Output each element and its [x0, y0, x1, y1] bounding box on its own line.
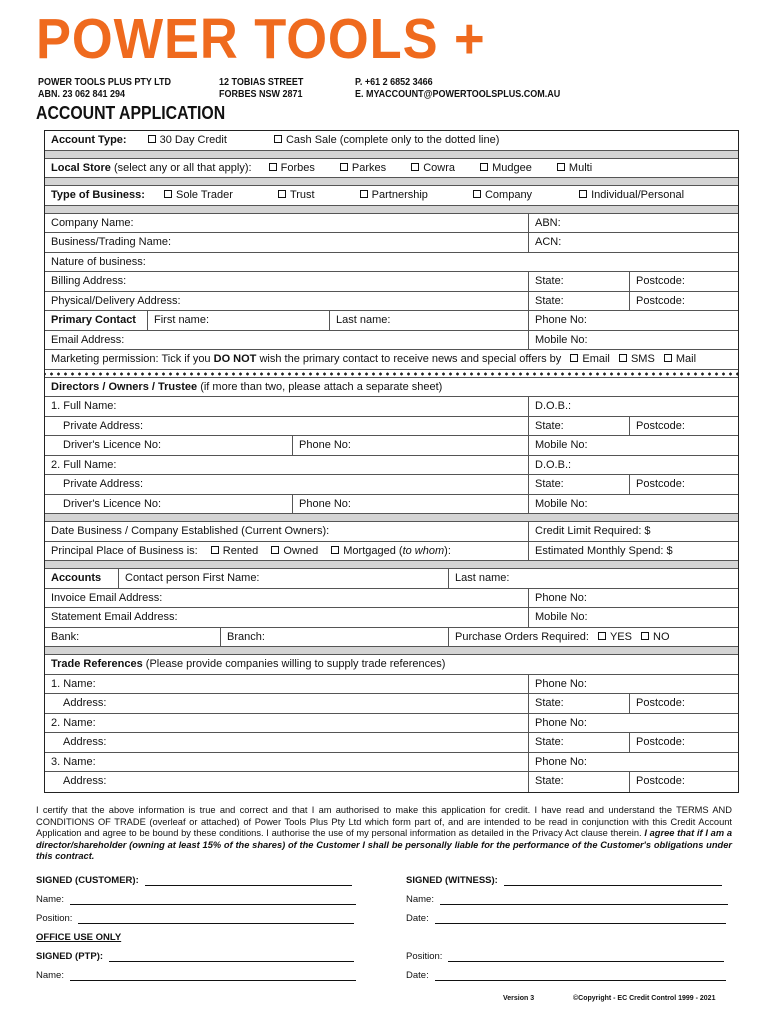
email-row: [45, 331, 738, 351]
office-use-heading: OFFICE USE ONLY: [36, 932, 122, 943]
directors-heading: Directors / Owners / Trustee: [51, 380, 198, 393]
principal-place-row: [45, 542, 738, 562]
checkbox-icon[interactable]: [269, 163, 277, 171]
ptp-date-line[interactable]: Date:: [406, 970, 726, 981]
account-type-row: [45, 131, 738, 151]
account-type-option-credit[interactable]: 30 Day Credit: [148, 131, 227, 149]
checkbox-icon[interactable]: [619, 354, 627, 362]
email-address-field[interactable]: Email Address:: [51, 333, 125, 346]
trade-refs-heading-row: Trade References (Please provide companies willing to supply trade references): [45, 655, 738, 675]
director-1-licence-field[interactable]: Driver's Licence No:: [63, 439, 162, 451]
director-1-phone-field[interactable]: Phone No:: [292, 436, 528, 455]
store-option-mudgee[interactable]: Mudgee: [480, 159, 532, 177]
copyright-label: ©Copyright - EC Credit Control 1999 - 2021: [573, 995, 716, 1002]
physical-postcode-field[interactable]: Postcode:: [629, 292, 738, 311]
page-title: ACCOUNT APPLICATION: [36, 103, 226, 123]
checkbox-icon[interactable]: [271, 546, 279, 554]
business-option-partnership[interactable]: Partnership: [360, 186, 428, 204]
director-1-address-field[interactable]: Private Address:: [63, 419, 144, 432]
company-name-field[interactable]: Company Name:: [51, 216, 134, 229]
version-label: Version 3: [503, 995, 535, 1002]
trade-ref-2-name-row: [45, 714, 738, 734]
checkbox-icon[interactable]: [340, 163, 348, 171]
primary-contact-row: [45, 311, 738, 331]
business-type-label: Type of Business:: [51, 189, 145, 201]
application-form: [44, 130, 739, 793]
director-2-phone-field[interactable]: Phone No:: [292, 495, 528, 514]
accounts-heading: Accounts: [51, 572, 102, 584]
customer-name-line[interactable]: Name:: [36, 894, 356, 905]
section-divider: [45, 514, 738, 522]
trading-name-field[interactable]: Business/Trading Name:: [51, 236, 172, 248]
acn-field[interactable]: ACN:: [528, 233, 738, 252]
credit-limit-field[interactable]: Credit Limit Required: $: [528, 522, 738, 541]
account-type-option-cash[interactable]: Cash Sale (complete only to the dotted line): [274, 131, 499, 149]
po-option-no[interactable]: NO: [641, 628, 670, 646]
director-1-address-row: [45, 417, 738, 437]
checkbox-icon[interactable]: [473, 190, 481, 198]
billing-address-field[interactable]: Billing Address:: [51, 275, 127, 287]
checkbox-icon[interactable]: [148, 135, 156, 143]
legal-declaration: I certify that the above information is true and correct and that I am authorised to make this application for credit. I have read and understand the TERMS AND CONDITIONS OF TRADE (overleaf or attached) of Power Tools Plus Pty Ltd which form part of, and are intended to be read in conjunction with this Credit Account Application and agree to be bound by these conditions. I authorise the use of my personal information as detailed in the Privacy Act clause therein. I agree that if I am a director/shareholder (owning at least 15% of the shares) of the Customer I shall be personally liable for the performance of the Customer's obligations under this contract.: [36, 805, 732, 862]
first-name-field[interactable]: First name:: [147, 311, 329, 330]
ptp-position-line[interactable]: Position:: [406, 951, 724, 962]
store-option-cowra[interactable]: Cowra: [411, 159, 455, 177]
contact-phone-field[interactable]: Phone No:: [528, 311, 738, 330]
trade-ref-3-phone-field[interactable]: Phone No:: [528, 753, 738, 772]
trade-ref-2-address-field[interactable]: Address:: [63, 736, 107, 748]
checkbox-icon[interactable]: [331, 546, 339, 554]
place-option-owned[interactable]: Owned: [271, 542, 318, 560]
trade-ref-3-postcode-field[interactable]: Postcode:: [629, 772, 738, 792]
business-option-trust[interactable]: Trust: [278, 186, 315, 204]
trade-ref-1-state-field[interactable]: State:: [528, 694, 629, 713]
cash-sale-dotted-line: [45, 370, 738, 378]
company-name-row: [45, 214, 738, 234]
store-option-parkes[interactable]: Parkes: [340, 159, 386, 177]
billing-postcode-field[interactable]: Postcode:: [629, 272, 738, 291]
company-abn: ABN. 23 062 841 294: [38, 89, 126, 100]
witness-date-line[interactable]: Date:: [406, 913, 726, 924]
checkbox-icon[interactable]: [557, 163, 565, 171]
business-option-company[interactable]: Company: [473, 186, 532, 204]
branch-field[interactable]: Branch:: [220, 628, 448, 647]
checkbox-icon[interactable]: [570, 354, 578, 362]
director-1-state-field[interactable]: State:: [528, 417, 629, 436]
company-phone: P. +61 2 6852 3466: [355, 77, 433, 88]
witness-name-line[interactable]: Name:: [406, 894, 728, 905]
bank-row: [45, 628, 738, 648]
director-1-postcode-field[interactable]: Postcode:: [629, 417, 738, 436]
director-2-postcode-field[interactable]: Postcode:: [629, 475, 738, 494]
section-divider: [45, 178, 738, 186]
contact-mobile-field[interactable]: Mobile No:: [528, 331, 738, 350]
nature-of-business-field[interactable]: Nature of business:: [51, 255, 146, 268]
billing-state-field[interactable]: State:: [528, 272, 629, 291]
accounts-mobile-field[interactable]: Mobile No:: [528, 608, 738, 627]
section-divider: [45, 206, 738, 214]
trade-ref-1-name-row: [45, 675, 738, 695]
bank-field[interactable]: Bank:: [51, 630, 80, 643]
physical-state-field[interactable]: State:: [528, 292, 629, 311]
place-option-mortgaged[interactable]: Mortgaged (to whom):: [331, 542, 451, 560]
director-2-address-row: [45, 475, 738, 495]
director-2-dob-field[interactable]: D.O.B.:: [528, 456, 738, 475]
primary-contact-label: Primary Contact: [51, 314, 136, 326]
business-option-sole-trader[interactable]: Sole Trader: [164, 186, 233, 204]
checkbox-icon[interactable]: [164, 190, 172, 198]
company-email: E. MYACCOUNT@POWERTOOLSPLUS.COM.AU: [355, 89, 561, 100]
signed-witness-line[interactable]: SIGNED (WITNESS):: [406, 875, 722, 886]
checkbox-icon[interactable]: [641, 632, 649, 640]
marketing-option-mail[interactable]: Mail: [664, 350, 696, 368]
local-store-row: Local Store (select any or all that apply): Forbes Parkes Cowra Mudgee Multi: [45, 159, 738, 179]
trade-ref-3-address-row: [45, 772, 738, 792]
physical-row: [45, 292, 738, 312]
trade-ref-3-name-row: [45, 753, 738, 773]
po-option-yes[interactable]: YES: [598, 628, 632, 646]
trading-name-row: [45, 233, 738, 253]
company-name: POWER TOOLS PLUS PTY LTD: [38, 77, 172, 88]
checkbox-icon[interactable]: [274, 135, 282, 143]
trade-refs-heading: Trade References: [51, 658, 143, 670]
trade-ref-2-state-field[interactable]: State:: [528, 733, 629, 752]
trade-ref-3-address-field[interactable]: Address:: [63, 775, 107, 787]
director-2-name-field[interactable]: 2. Full Name:: [51, 458, 117, 471]
statement-email-field[interactable]: Statement Email Address:: [51, 611, 178, 623]
section-divider: [45, 151, 738, 159]
checkbox-icon[interactable]: [480, 163, 488, 171]
nature-row: [45, 253, 738, 273]
accounts-phone-field[interactable]: Phone No:: [528, 589, 738, 608]
checkbox-icon[interactable]: [664, 354, 672, 362]
trade-ref-1-address-field[interactable]: Address:: [63, 697, 107, 709]
physical-address-field[interactable]: Physical/Delivery Address:: [51, 294, 181, 307]
company-city: FORBES NSW 2871: [219, 89, 303, 100]
company-street: 12 TOBIAS STREET: [219, 77, 304, 88]
marketing-row: Marketing permission: Tick if you DO NOT wish the primary contact to receive news and special offers by Email SMS Mail: [45, 350, 738, 370]
marketing-option-sms[interactable]: SMS: [619, 350, 655, 368]
section-divider: [45, 561, 738, 569]
director-2-address-field[interactable]: Private Address:: [63, 478, 144, 490]
po-required-label: Purchase Orders Required:: [455, 630, 589, 643]
accounts-contact-row: [45, 569, 738, 589]
ptp-name-line[interactable]: Name:: [36, 970, 356, 981]
director-1-dob-field[interactable]: D.O.B.:: [528, 397, 738, 416]
last-name-field[interactable]: Last name:: [329, 311, 528, 330]
signed-customer-line[interactable]: SIGNED (CUSTOMER):: [36, 875, 352, 886]
trade-ref-1-postcode-field[interactable]: Postcode:: [629, 694, 738, 713]
business-option-individual[interactable]: Individual/Personal: [579, 186, 684, 204]
account-type-label: Account Type:: [51, 134, 127, 146]
store-option-multi[interactable]: Multi: [557, 159, 592, 177]
brand-logo: POWER TOOLS +: [36, 7, 486, 71]
trade-ref-1-address-row: [45, 694, 738, 714]
director-2-licence-field[interactable]: Driver's Licence No:: [63, 497, 162, 510]
business-type-row: [45, 186, 738, 206]
invoice-email-row: [45, 589, 738, 609]
marketing-option-email[interactable]: Email: [570, 350, 610, 368]
statement-email-row: [45, 608, 738, 628]
date-established-field[interactable]: Date Business / Company Established (Current Owners):: [51, 525, 330, 537]
director-2-state-field[interactable]: State:: [528, 475, 629, 494]
place-option-rented[interactable]: Rented: [211, 542, 258, 560]
director-1-name-row: [45, 397, 738, 417]
accounts-first-name-field[interactable]: Contact person First Name:: [118, 569, 448, 588]
trade-ref-2-name-field[interactable]: 2. Name:: [51, 716, 96, 729]
trade-ref-1-phone-field[interactable]: Phone No:: [528, 675, 738, 694]
directors-heading-row: Directors / Owners / Trustee (if more than two, please attach a separate sheet): [45, 378, 738, 398]
director-1-mobile-field[interactable]: Mobile No:: [528, 436, 738, 455]
checkbox-icon[interactable]: [598, 632, 606, 640]
accounts-last-name-field[interactable]: Last name:: [448, 569, 738, 588]
date-established-row: [45, 522, 738, 542]
director-1-licence-row: [45, 436, 738, 456]
checkbox-icon[interactable]: [211, 546, 219, 554]
principal-place-label: Principal Place of Business is:: [51, 544, 198, 557]
trade-ref-3-state-field[interactable]: State:: [528, 772, 629, 792]
signed-ptp-line[interactable]: SIGNED (PTP):: [36, 951, 354, 962]
abn-field[interactable]: ABN:: [528, 214, 738, 233]
director-2-mobile-field[interactable]: Mobile No:: [528, 495, 738, 514]
trade-ref-2-postcode-field[interactable]: Postcode:: [629, 733, 738, 752]
store-option-forbes[interactable]: Forbes: [269, 159, 315, 177]
trade-ref-1-name-field[interactable]: 1. Name:: [51, 677, 96, 690]
invoice-email-field[interactable]: Invoice Email Address:: [51, 591, 163, 604]
checkbox-icon[interactable]: [360, 190, 368, 198]
monthly-spend-field[interactable]: Estimated Monthly Spend: $: [528, 542, 738, 561]
trade-ref-2-address-row: [45, 733, 738, 753]
billing-row: [45, 272, 738, 292]
section-divider: [45, 647, 738, 655]
director-1-name-field[interactable]: 1. Full Name:: [51, 400, 117, 412]
director-2-name-row: [45, 456, 738, 476]
checkbox-icon[interactable]: [411, 163, 419, 171]
trade-ref-2-phone-field[interactable]: Phone No:: [528, 714, 738, 733]
customer-position-line[interactable]: Position:: [36, 913, 354, 924]
local-store-label: Local Store: [51, 161, 111, 174]
checkbox-icon[interactable]: [579, 190, 587, 198]
director-2-licence-row: [45, 495, 738, 515]
checkbox-icon[interactable]: [278, 190, 286, 198]
trade-ref-3-name-field[interactable]: 3. Name:: [51, 755, 96, 768]
